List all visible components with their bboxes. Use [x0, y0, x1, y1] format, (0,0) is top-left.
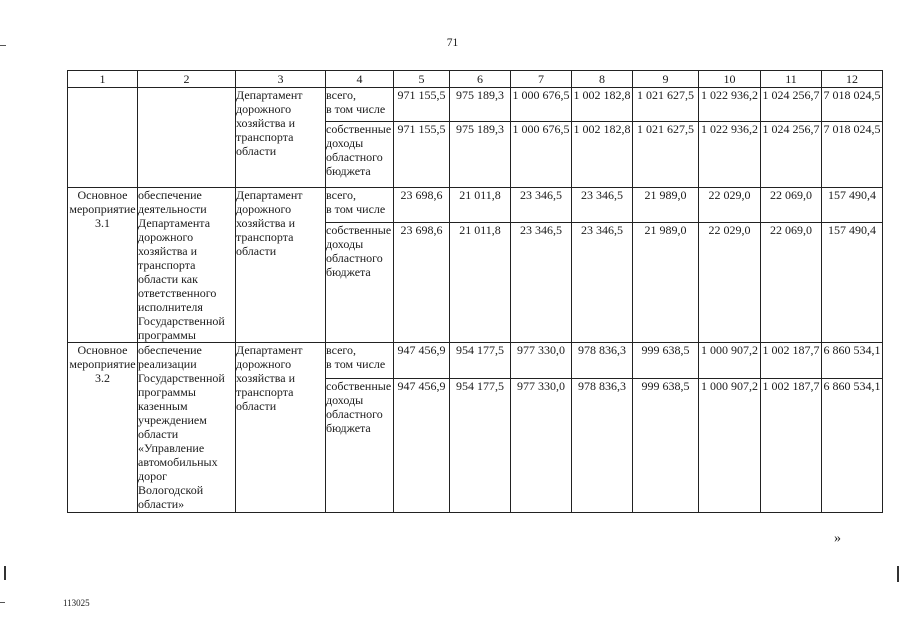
- amount-col12: 6 860 534,1: [822, 379, 883, 513]
- table-row: [68, 88, 883, 122]
- amount-col12: 7 018 024,5: [822, 88, 883, 122]
- amount-col11: 1 002 187,7: [761, 379, 822, 513]
- amount-col6: 975 189,3: [450, 88, 511, 122]
- responsible-executor-cell: Департамент дорожного хозяйства и транспорта области: [236, 343, 326, 513]
- amount-col6: 975 189,3: [450, 122, 511, 188]
- amount-col6: 954 177,5: [450, 379, 511, 513]
- event-description-cell: обеспечение деятельности Департамента дорожного хозяйства и транспорта области как ответственного исполнителя Государственной программы: [138, 188, 236, 343]
- amount-col10: 1 000 907,2: [699, 379, 761, 513]
- amount-col7: 977 330,0: [511, 379, 572, 513]
- amount-col5: 971 155,5: [394, 122, 450, 188]
- amount-col10: 1 000 907,2: [699, 343, 761, 379]
- amount-col9: 1 021 627,5: [633, 122, 699, 188]
- amount-col6: 21 011,8: [450, 188, 511, 223]
- column-number: 2: [138, 71, 236, 88]
- closing-quote: »: [834, 531, 841, 546]
- amount-col11: 1 002 187,7: [761, 343, 822, 379]
- amount-col10: 22 029,0: [699, 223, 761, 343]
- amount-col8: 1 002 182,8: [572, 122, 633, 188]
- amount-col5: 971 155,5: [394, 88, 450, 122]
- amount-col5: 23 698,6: [394, 223, 450, 343]
- amount-col7: 977 330,0: [511, 343, 572, 379]
- amount-col5: 23 698,6: [394, 188, 450, 223]
- amount-col11: 1 024 256,7: [761, 88, 822, 122]
- amount-col12: 157 490,4: [822, 223, 883, 343]
- amount-col9: 999 638,5: [633, 343, 699, 379]
- footer-code: 113025: [63, 598, 90, 608]
- amount-col11: 22 069,0: [761, 188, 822, 223]
- amount-col5: 947 456,9: [394, 343, 450, 379]
- column-number: 12: [822, 71, 883, 88]
- column-number: 8: [572, 71, 633, 88]
- funding-source-cell: всего, в том числе: [326, 343, 394, 379]
- event-name-cell: Основное мероприятие 3.1: [68, 188, 138, 343]
- column-number: 11: [761, 71, 822, 88]
- budget-table: [67, 70, 883, 513]
- amount-col5: 947 456,9: [394, 379, 450, 513]
- amount-col9: 21 989,0: [633, 223, 699, 343]
- amount-col7: 23 346,5: [511, 223, 572, 343]
- funding-source-cell: собственные доходы областного бюджета: [326, 379, 394, 513]
- amount-col10: 22 029,0: [699, 188, 761, 223]
- amount-col11: 22 069,0: [761, 223, 822, 343]
- scan-artifact: [0, 45, 6, 46]
- amount-col9: 1 021 627,5: [633, 88, 699, 122]
- funding-source-cell: собственные доходы областного бюджета: [326, 223, 394, 343]
- amount-col8: 23 346,5: [572, 223, 633, 343]
- amount-col8: 1 002 182,8: [572, 88, 633, 122]
- column-number: 5: [394, 71, 450, 88]
- funding-source-cell: всего, в том числе: [326, 188, 394, 223]
- header-row: [68, 71, 883, 88]
- table-row: [68, 343, 883, 379]
- scan-artifact: [0, 602, 5, 603]
- event-description-cell: обеспечение реализации Государственной программы казенным учреждением области «Управление автомобильных дорог Вологодской области»: [138, 343, 236, 513]
- amount-col12: 7 018 024,5: [822, 122, 883, 188]
- event-name-cell: [68, 88, 138, 188]
- amount-col9: 21 989,0: [633, 188, 699, 223]
- column-number: 6: [450, 71, 511, 88]
- amount-col7: 1 000 676,5: [511, 88, 572, 122]
- column-number: 9: [633, 71, 699, 88]
- event-name-cell: Основное мероприятие 3.2: [68, 343, 138, 513]
- amount-col12: 6 860 534,1: [822, 343, 883, 379]
- amount-col9: 999 638,5: [633, 379, 699, 513]
- column-number: 1: [68, 71, 138, 88]
- amount-col10: 1 022 936,2: [699, 88, 761, 122]
- amount-col6: 954 177,5: [450, 343, 511, 379]
- scan-artifact: [897, 566, 899, 582]
- funding-source-cell: всего, в том числе: [326, 88, 394, 122]
- event-description-cell: [138, 88, 236, 188]
- column-number: 10: [699, 71, 761, 88]
- column-number: 7: [511, 71, 572, 88]
- amount-col10: 1 022 936,2: [699, 122, 761, 188]
- amount-col8: 978 836,3: [572, 343, 633, 379]
- column-number: 4: [326, 71, 394, 88]
- amount-col8: 23 346,5: [572, 188, 633, 223]
- amount-col7: 1 000 676,5: [511, 122, 572, 188]
- scan-artifact: [4, 566, 6, 580]
- amount-col12: 157 490,4: [822, 188, 883, 223]
- column-number: 3: [236, 71, 326, 88]
- page-number: 71: [446, 37, 459, 49]
- table-row: [68, 188, 883, 223]
- funding-source-cell: собственные доходы областного бюджета: [326, 122, 394, 188]
- amount-col6: 21 011,8: [450, 223, 511, 343]
- amount-col8: 978 836,3: [572, 379, 633, 513]
- amount-col7: 23 346,5: [511, 188, 572, 223]
- amount-col11: 1 024 256,7: [761, 122, 822, 188]
- responsible-executor-cell: Департамент дорожного хозяйства и транспорта области: [236, 88, 326, 188]
- responsible-executor-cell: Департамент дорожного хозяйства и транспорта области: [236, 188, 326, 343]
